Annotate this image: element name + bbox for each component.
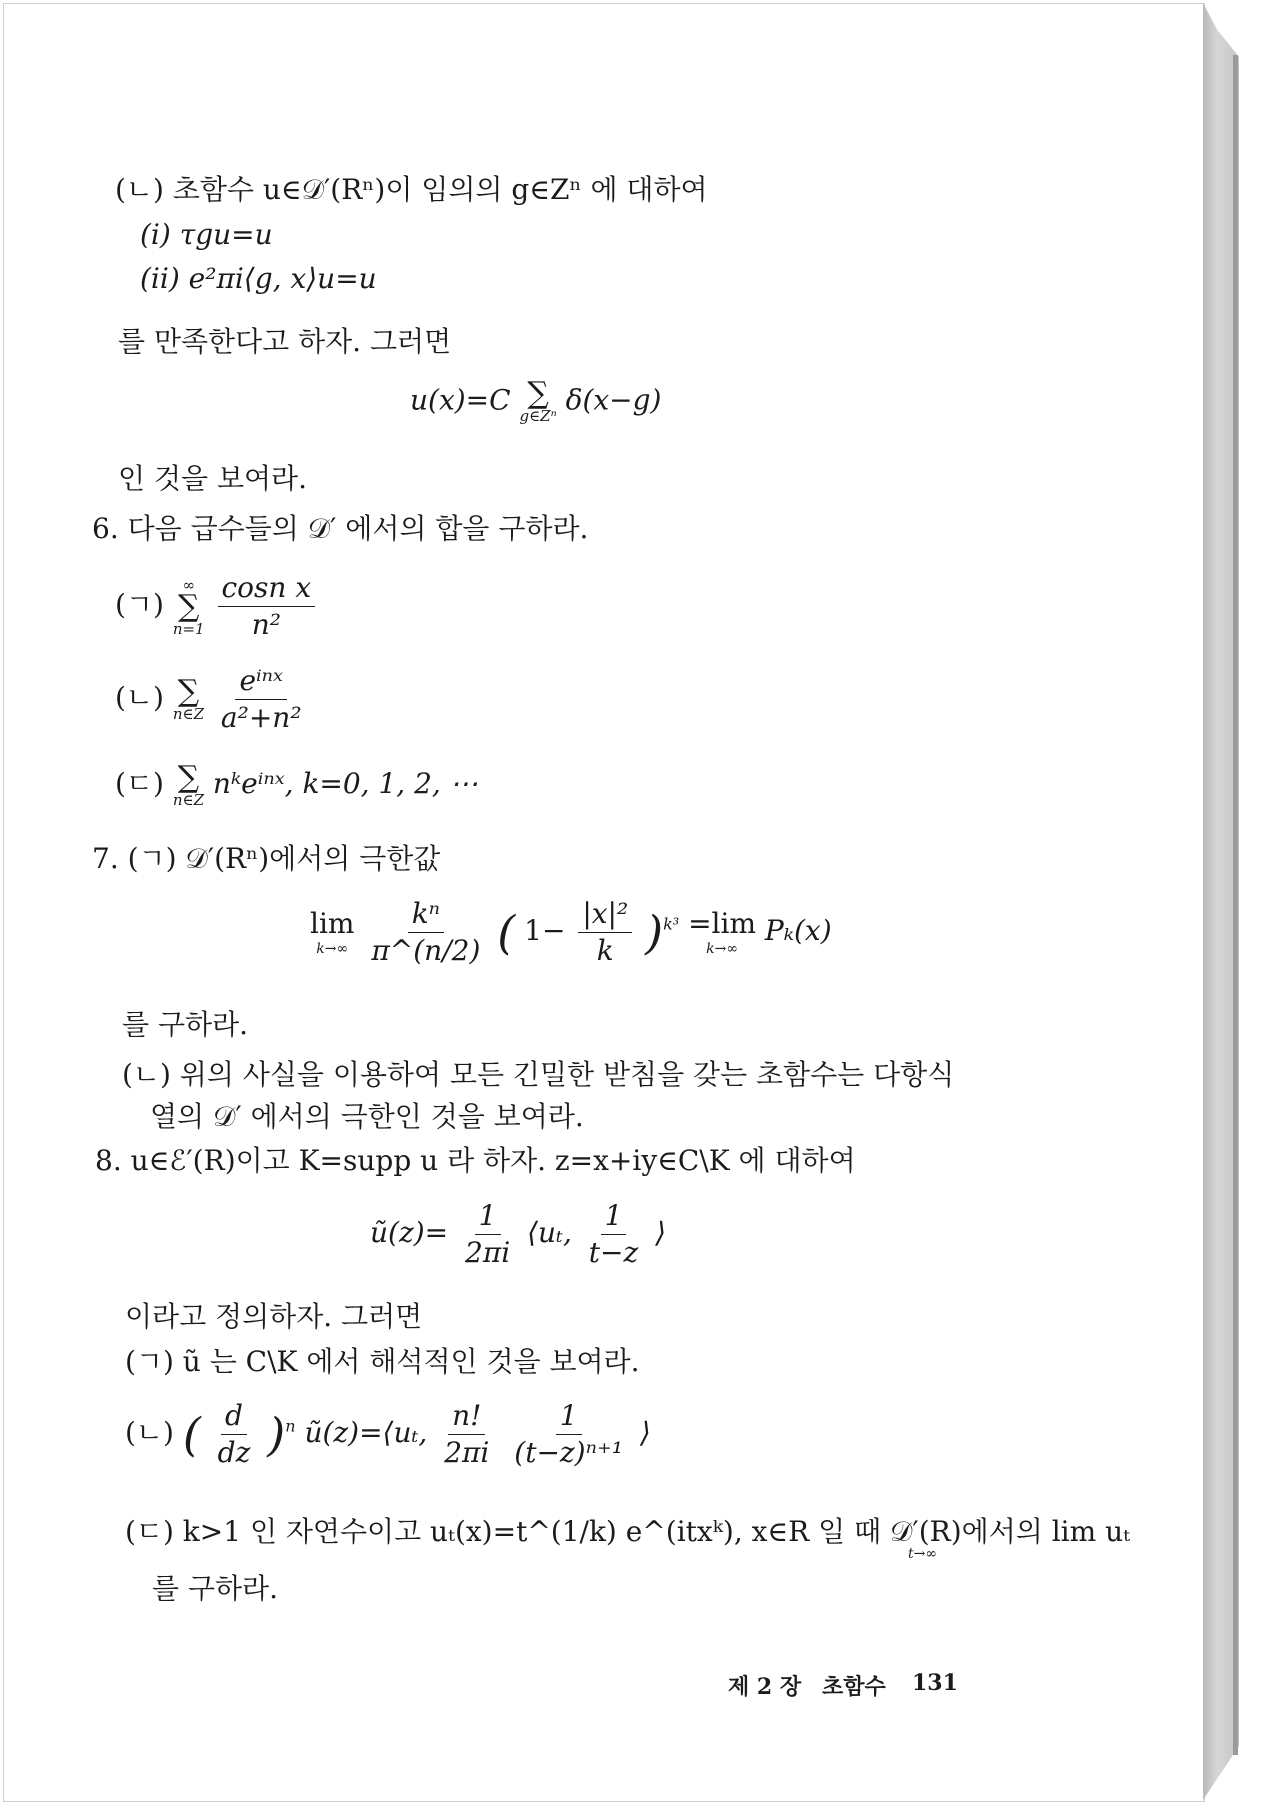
eq8-fraction2 xyxy=(585,1200,642,1269)
problem-7-intro: 7. (ㄱ) 𝒟′(Rⁿ)에서의 극한값 xyxy=(92,842,441,875)
eq6b-sum-lower: n∈Z xyxy=(172,704,204,723)
eq6a-denominator: n² xyxy=(251,608,281,641)
problem-5b-intro: (ㄴ) 초함수 u∈𝒟′(Rⁿ)이 임의의 g∈Zⁿ 에 대하여 xyxy=(115,173,708,206)
eq6c-sum xyxy=(172,759,204,809)
eq8b-denominator2: (t−z)ⁿ⁺¹ xyxy=(514,1436,623,1469)
eq7-inner-denominator: k xyxy=(596,934,614,967)
eq7-rhs-lim-lower: k→∞ xyxy=(706,940,738,957)
eq5-rhs: δ(x−g) xyxy=(565,383,662,417)
problem-8c-lim-lower: t→∞ xyxy=(908,1546,938,1562)
eq7-power: k³ xyxy=(663,914,680,934)
eq7-inner-a: 1− xyxy=(524,914,566,947)
eq8b-denominator1: 2πi xyxy=(444,1436,490,1469)
equation-6c xyxy=(115,759,478,809)
equation-5b xyxy=(410,376,662,425)
sigma-icon: ∑ xyxy=(177,673,200,709)
problem-5b-condition-i: (i) τgu=u xyxy=(140,218,273,251)
eq6b-sum xyxy=(172,673,204,723)
page-number: 131 xyxy=(912,1670,958,1696)
eq8b-derivative xyxy=(214,1400,255,1469)
problem-5b-condition-ii: (ii) e²πi⟨g, x⟩u=u xyxy=(140,262,377,295)
left-paren-icon: ( xyxy=(497,905,516,960)
eq8b-power: n xyxy=(285,1416,296,1436)
eq7-fraction xyxy=(367,898,484,967)
eq7-lim-word: lim xyxy=(310,906,355,940)
problem-7b-line2: 열의 𝒟′ 에서의 극한인 것을 보여라. xyxy=(150,1100,584,1133)
eq8-lhs: ũ(z)= xyxy=(370,1216,449,1249)
sigma-icon: ∑ xyxy=(527,376,549,411)
eq6c-body: nᵏeⁱⁿˣ, k=0, 1, 2, ⋯ xyxy=(212,767,478,800)
eq7-denominator: π^(n/2) xyxy=(371,934,481,967)
eq7-inner-numerator: |x|² xyxy=(578,898,632,933)
eq8-mid: ⟨uₜ, xyxy=(527,1216,572,1249)
eq7-numerator: kⁿ xyxy=(408,898,444,933)
eq5-lhs: u(x)=C xyxy=(410,383,511,417)
sigma-icon: ∑ xyxy=(177,588,200,624)
eq7-inner-fraction xyxy=(578,898,632,967)
eq7-lim-lower: k→∞ xyxy=(316,940,349,957)
eq5-sum-lower: g∈Zⁿ xyxy=(519,407,557,425)
eq7-limit xyxy=(310,906,355,957)
eq6a-sum-lower: n=1 xyxy=(172,619,205,638)
eq7-rhs-lim-word: =lim xyxy=(688,906,757,940)
eq7-rhs-term: Pₖ(x) xyxy=(764,914,832,947)
left-paren-icon: ( xyxy=(182,1407,201,1462)
eq6b-fraction xyxy=(217,665,306,734)
right-paren-icon: ) xyxy=(645,905,664,960)
problem-6a-label: (ㄱ) xyxy=(115,588,164,621)
eq5-sum xyxy=(519,376,557,425)
eq8b-fraction2 xyxy=(510,1400,627,1469)
page-edge-shadow xyxy=(1233,55,1238,1755)
eq8b-fraction1 xyxy=(440,1400,493,1469)
problem-7b-line1: (ㄴ) 위의 사실을 이용하여 모든 긴밀한 받침을 갖는 초함수는 다항식 xyxy=(122,1058,955,1091)
problem-5b-then: 를 만족한다고 하자. 그러면 xyxy=(118,325,452,358)
eq8-end: ⟩ xyxy=(655,1216,667,1249)
eq8-denominator2: t−z xyxy=(588,1236,639,1269)
eq6b-numerator: eⁱⁿˣ xyxy=(235,665,287,700)
problem-8c: (ㄷ) k>1 인 자연수이고 uₜ(x)=t^(1/k) e^(itxᵏ), x∈R 일 때 𝒟′(R)에서의 lim uₜ xyxy=(125,1515,1131,1548)
equation-6a xyxy=(115,572,319,641)
eq6a-sum xyxy=(173,577,205,637)
eq6a-numerator: cosn x xyxy=(218,572,316,607)
eq7-rhs-limit xyxy=(688,906,757,957)
equation-8 xyxy=(370,1200,666,1269)
problem-8-intro: 8. u∈ℰ′(R)이고 K=supp u 라 하자. z=x+iy∈C\K 에 대하여 xyxy=(95,1144,856,1177)
eq6a-fraction xyxy=(218,572,316,641)
eq8b-numerator2: 1 xyxy=(556,1400,582,1435)
eq8-fraction1 xyxy=(461,1200,514,1269)
eq6b-denominator: a²+n² xyxy=(220,701,302,734)
problem-8a: (ㄱ) ũ 는 C\K 에서 해석적인 것을 보여라. xyxy=(125,1345,640,1378)
equation-8b xyxy=(125,1400,651,1469)
eq8b-d-numerator: d xyxy=(221,1400,247,1435)
sigma-icon: ∑ xyxy=(177,759,200,795)
eq8b-mid: ũ(z)=⟨uₜ, xyxy=(304,1416,428,1449)
problem-6c-label: (ㄷ) xyxy=(115,767,164,800)
footer-title: 초함수 xyxy=(822,1674,886,1700)
eq8-denominator1: 2πi xyxy=(465,1236,511,1269)
eq8-numerator2: 1 xyxy=(601,1200,627,1235)
eq8b-numerator1: n! xyxy=(448,1400,485,1435)
eq6c-sum-lower: n∈Z xyxy=(172,790,204,809)
right-paren-icon: ) xyxy=(267,1407,286,1462)
equation-6b xyxy=(115,665,310,734)
footer-chapter: 제 2 장 xyxy=(728,1674,802,1700)
problem-8-define: 이라고 정의하자. 그러면 xyxy=(125,1300,423,1333)
problem-8b-label: (ㄴ) xyxy=(125,1416,174,1449)
problem-6b-label: (ㄴ) xyxy=(115,681,164,714)
problem-6-intro: 6. 다음 급수들의 𝒟′ 에서의 합을 구하라. xyxy=(92,512,589,545)
problem-7-find: 를 구하라. xyxy=(122,1008,248,1041)
eq6a-sum-upper: ∞ xyxy=(182,575,195,594)
eq8b-end: ⟩ xyxy=(639,1416,651,1449)
equation-7 xyxy=(310,898,832,967)
eq8-numerator1: 1 xyxy=(475,1200,501,1235)
eq8b-d-denominator: dz xyxy=(217,1436,251,1469)
problem-8-find: 를 구하라. xyxy=(152,1572,278,1605)
problem-5b-show: 인 것을 보여라. xyxy=(118,462,307,495)
